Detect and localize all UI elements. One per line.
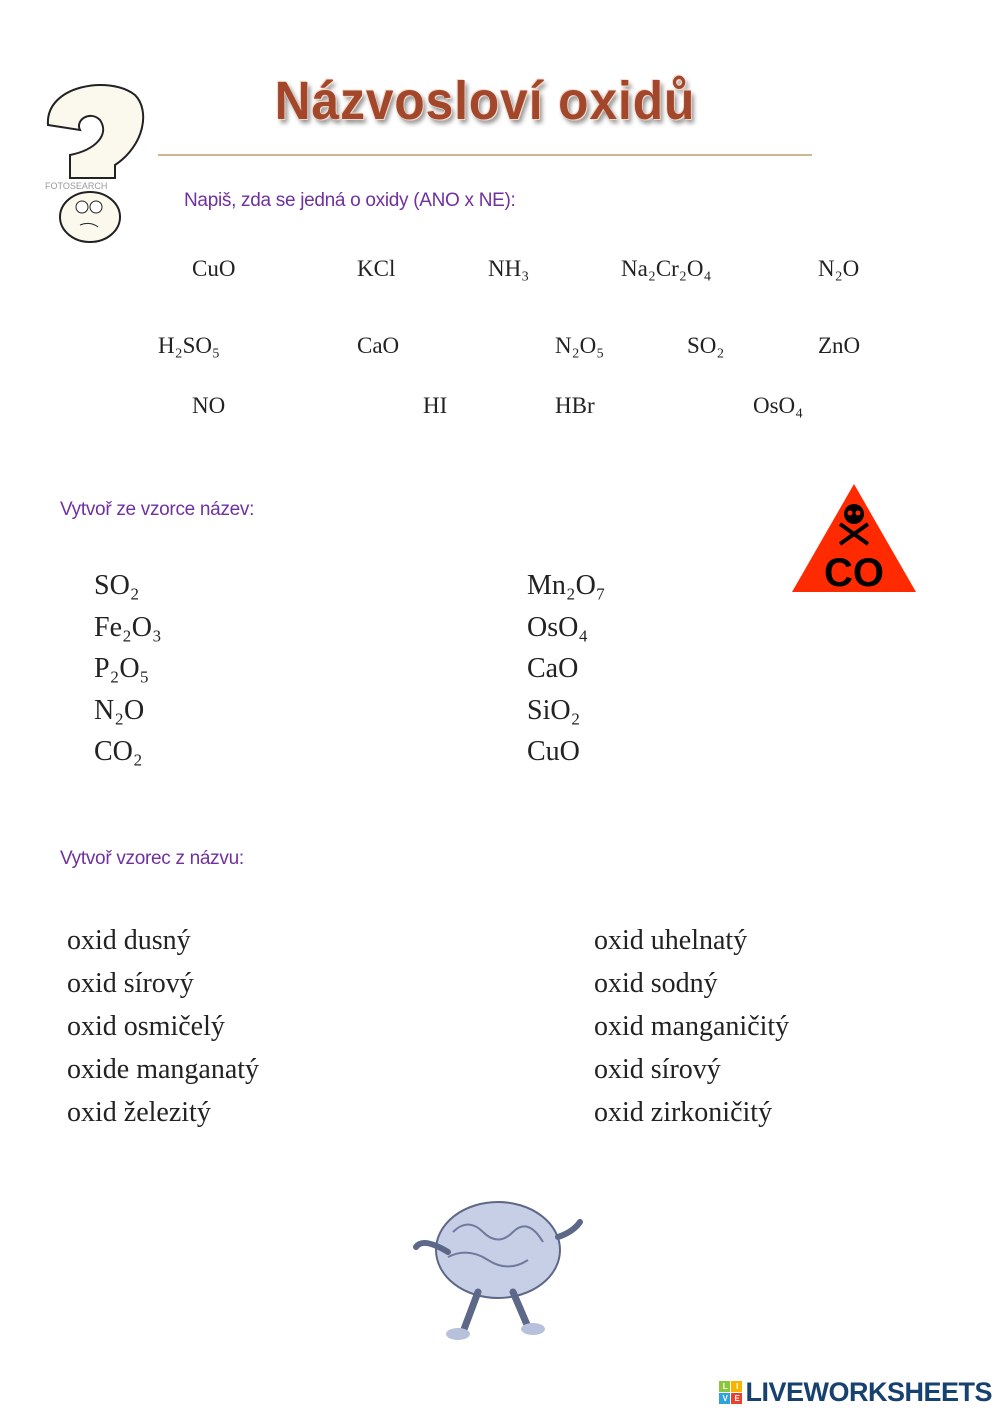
page-title: Názvosloví oxidů: [274, 71, 696, 131]
running-brain-image: [408, 1192, 588, 1342]
oxide-name: oxid manganičitý: [594, 1011, 790, 1042]
formula: N₂O: [94, 695, 145, 726]
section1-heading: Napiš, zda se jedná o oxidy (ANO x NE):: [184, 190, 516, 211]
formula: NH₃: [488, 256, 530, 281]
formula: ZnO: [818, 333, 861, 358]
formula: H₂SO₅: [158, 333, 221, 358]
oxide-name: oxid sírový: [67, 968, 194, 999]
formula: N₂O₅: [555, 333, 605, 358]
formula: SO₂: [94, 570, 140, 601]
formula: OsO₄: [753, 393, 804, 418]
formula: SO₂: [687, 333, 725, 358]
formula: CaO: [357, 333, 400, 358]
oxide-name: oxid osmičelý: [67, 1011, 225, 1042]
logo-tile: V: [719, 1393, 730, 1404]
formula: CuO: [192, 256, 236, 281]
oxide-name: oxid uhelnatý: [594, 925, 748, 956]
formula: CuO: [527, 736, 580, 767]
formula: NO: [192, 393, 226, 418]
oxide-name: oxid sírový: [594, 1054, 721, 1085]
formula: Mn₂O₇: [527, 570, 606, 601]
oxide-name: oxid zirkoničitý: [594, 1097, 773, 1128]
logo-tile: L: [719, 1381, 730, 1392]
oxide-name: oxid železitý: [67, 1097, 211, 1128]
formula: HBr: [555, 393, 595, 418]
live-tiles-icon: [719, 1381, 742, 1404]
co-warning-sign-image: [790, 482, 918, 594]
formula: Fe₂O₃: [94, 612, 162, 643]
formula: N₂O: [818, 256, 860, 281]
warning-label: CO: [824, 551, 884, 594]
formula: P₂O₅: [94, 653, 150, 684]
oxide-name: oxide manganatý: [67, 1054, 260, 1085]
logo-tile: I: [731, 1381, 742, 1392]
formula: SiO₂: [527, 695, 581, 726]
formula: KCl: [357, 256, 396, 281]
formula: HI: [423, 393, 448, 418]
oxide-name: oxid sodný: [594, 968, 718, 999]
logo-text: LIVEWORKSHEETS: [745, 1377, 992, 1407]
watermark-text: FOTOSEARCH: [45, 181, 108, 191]
formula: OsO₄: [527, 612, 589, 643]
formula: CO₂: [94, 736, 143, 767]
title-divider: [158, 154, 812, 156]
liveworksheets-logo: [719, 1377, 992, 1408]
formula: Na₂Cr₂O₄: [621, 256, 712, 281]
logo-tile: E: [731, 1393, 742, 1404]
formula: CaO: [527, 653, 579, 684]
oxide-name: oxid dusný: [67, 925, 191, 956]
section3-heading: Vytvoř vzorec z názvu:: [60, 848, 244, 869]
section2-heading: Vytvoř ze vzorce název:: [60, 499, 255, 520]
